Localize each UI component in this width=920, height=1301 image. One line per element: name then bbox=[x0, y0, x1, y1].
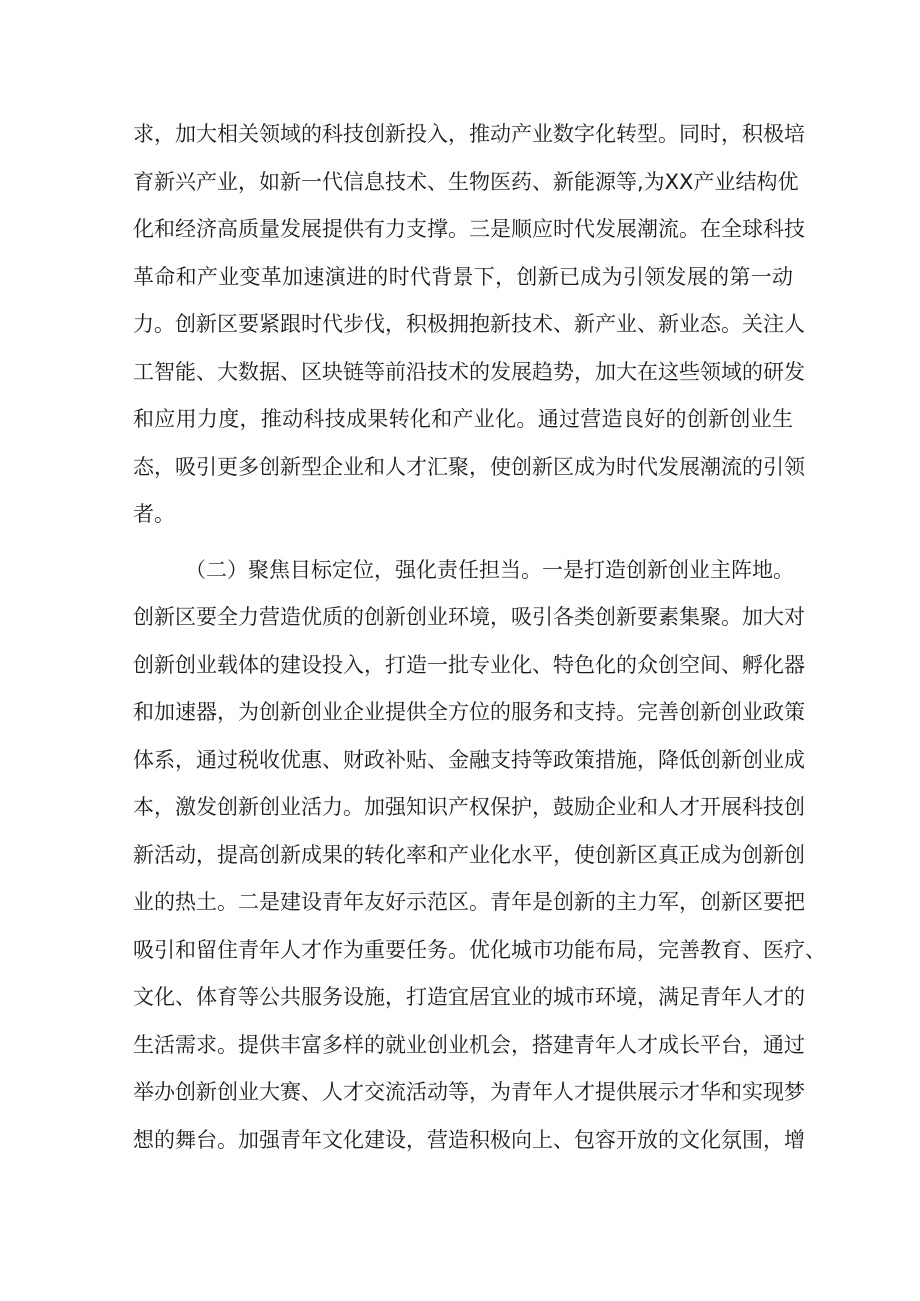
text-line: 创新创业载体的建设投入，打造一批专业化、特色化的众创空间、孵化器 bbox=[133, 653, 805, 677]
text-line: 育新兴产业，如新一代信息技术、生物医药、新能源等,为XX产业结构优 bbox=[133, 170, 799, 194]
text-line: 力。创新区要紧跟时代步伐，积极拥抱新技术、新产业、新业态。关注人 bbox=[133, 312, 805, 336]
text-line: 态，吸引更多创新型企业和人才汇聚，使创新区成为时代发展潮流的引领 bbox=[133, 455, 805, 479]
text-line: 革命和产业变革加速演进的时代背景下，创新已成为引领发展的第一动 bbox=[133, 265, 793, 289]
text-line: 化和经济高质量发展提供有力支撑。三是顺应时代发展潮流。在全球科技 bbox=[133, 217, 805, 241]
text-line: 业的热土。二是建设青年友好示范区。青年是创新的主力军，创新区要把 bbox=[133, 890, 805, 914]
text-line: 生活需求。提供丰富多样的就业创业机会，搭建青年人才成长平台，通过 bbox=[133, 1033, 805, 1057]
text-line: 举办创新创业大赛、人才交流活动等，为青年人才提供展示才华和实现梦 bbox=[133, 1080, 805, 1104]
text-line: 本，激发创新创业活力。加强知识产权保护，鼓励企业和人才开展科技创 bbox=[133, 795, 805, 819]
text-line: 工智能、大数据、区块链等前沿技术的发展趋势，加大在这些领域的研发 bbox=[133, 360, 805, 384]
text-line: 体系，通过税收优惠、财政补贴、金融支持等政策措施，降低创新创业成 bbox=[133, 748, 805, 772]
text-line: 者。 bbox=[133, 502, 175, 526]
text-line: 创新区要全力营造优质的创新创业环境，吸引各类创新要素集聚。加大对 bbox=[133, 605, 805, 629]
text-line: 和应用力度，推动科技成果转化和产业化。通过营造良好的创新创业生 bbox=[133, 407, 793, 431]
text-line: 和加速器，为创新创业企业提供全方位的服务和支持。完善创新创业政策 bbox=[133, 700, 805, 724]
text-line: 想的舞台。加强青年文化建设，营造积极向上、包容开放的文化氛围，增 bbox=[133, 1128, 805, 1152]
text-line: 文化、体育等公共服务设施，打造宜居宜业的城市环境，满足青年人才的 bbox=[133, 985, 805, 1009]
text-line: 吸引和留住青年人才作为重要任务。优化城市功能布局，完善教育、医疗、 bbox=[133, 938, 826, 962]
text-line: 新活动，提高创新成果的转化率和产业化水平，使创新区真正成为创新创 bbox=[133, 843, 805, 867]
section-heading-line: （二）聚焦目标定位，强化责任担当。一是打造创新创业主阵地。 bbox=[185, 558, 794, 582]
text-line: 求，加大相关领域的科技创新投入，推动产业数字化转型。同时，积极培 bbox=[133, 122, 805, 146]
